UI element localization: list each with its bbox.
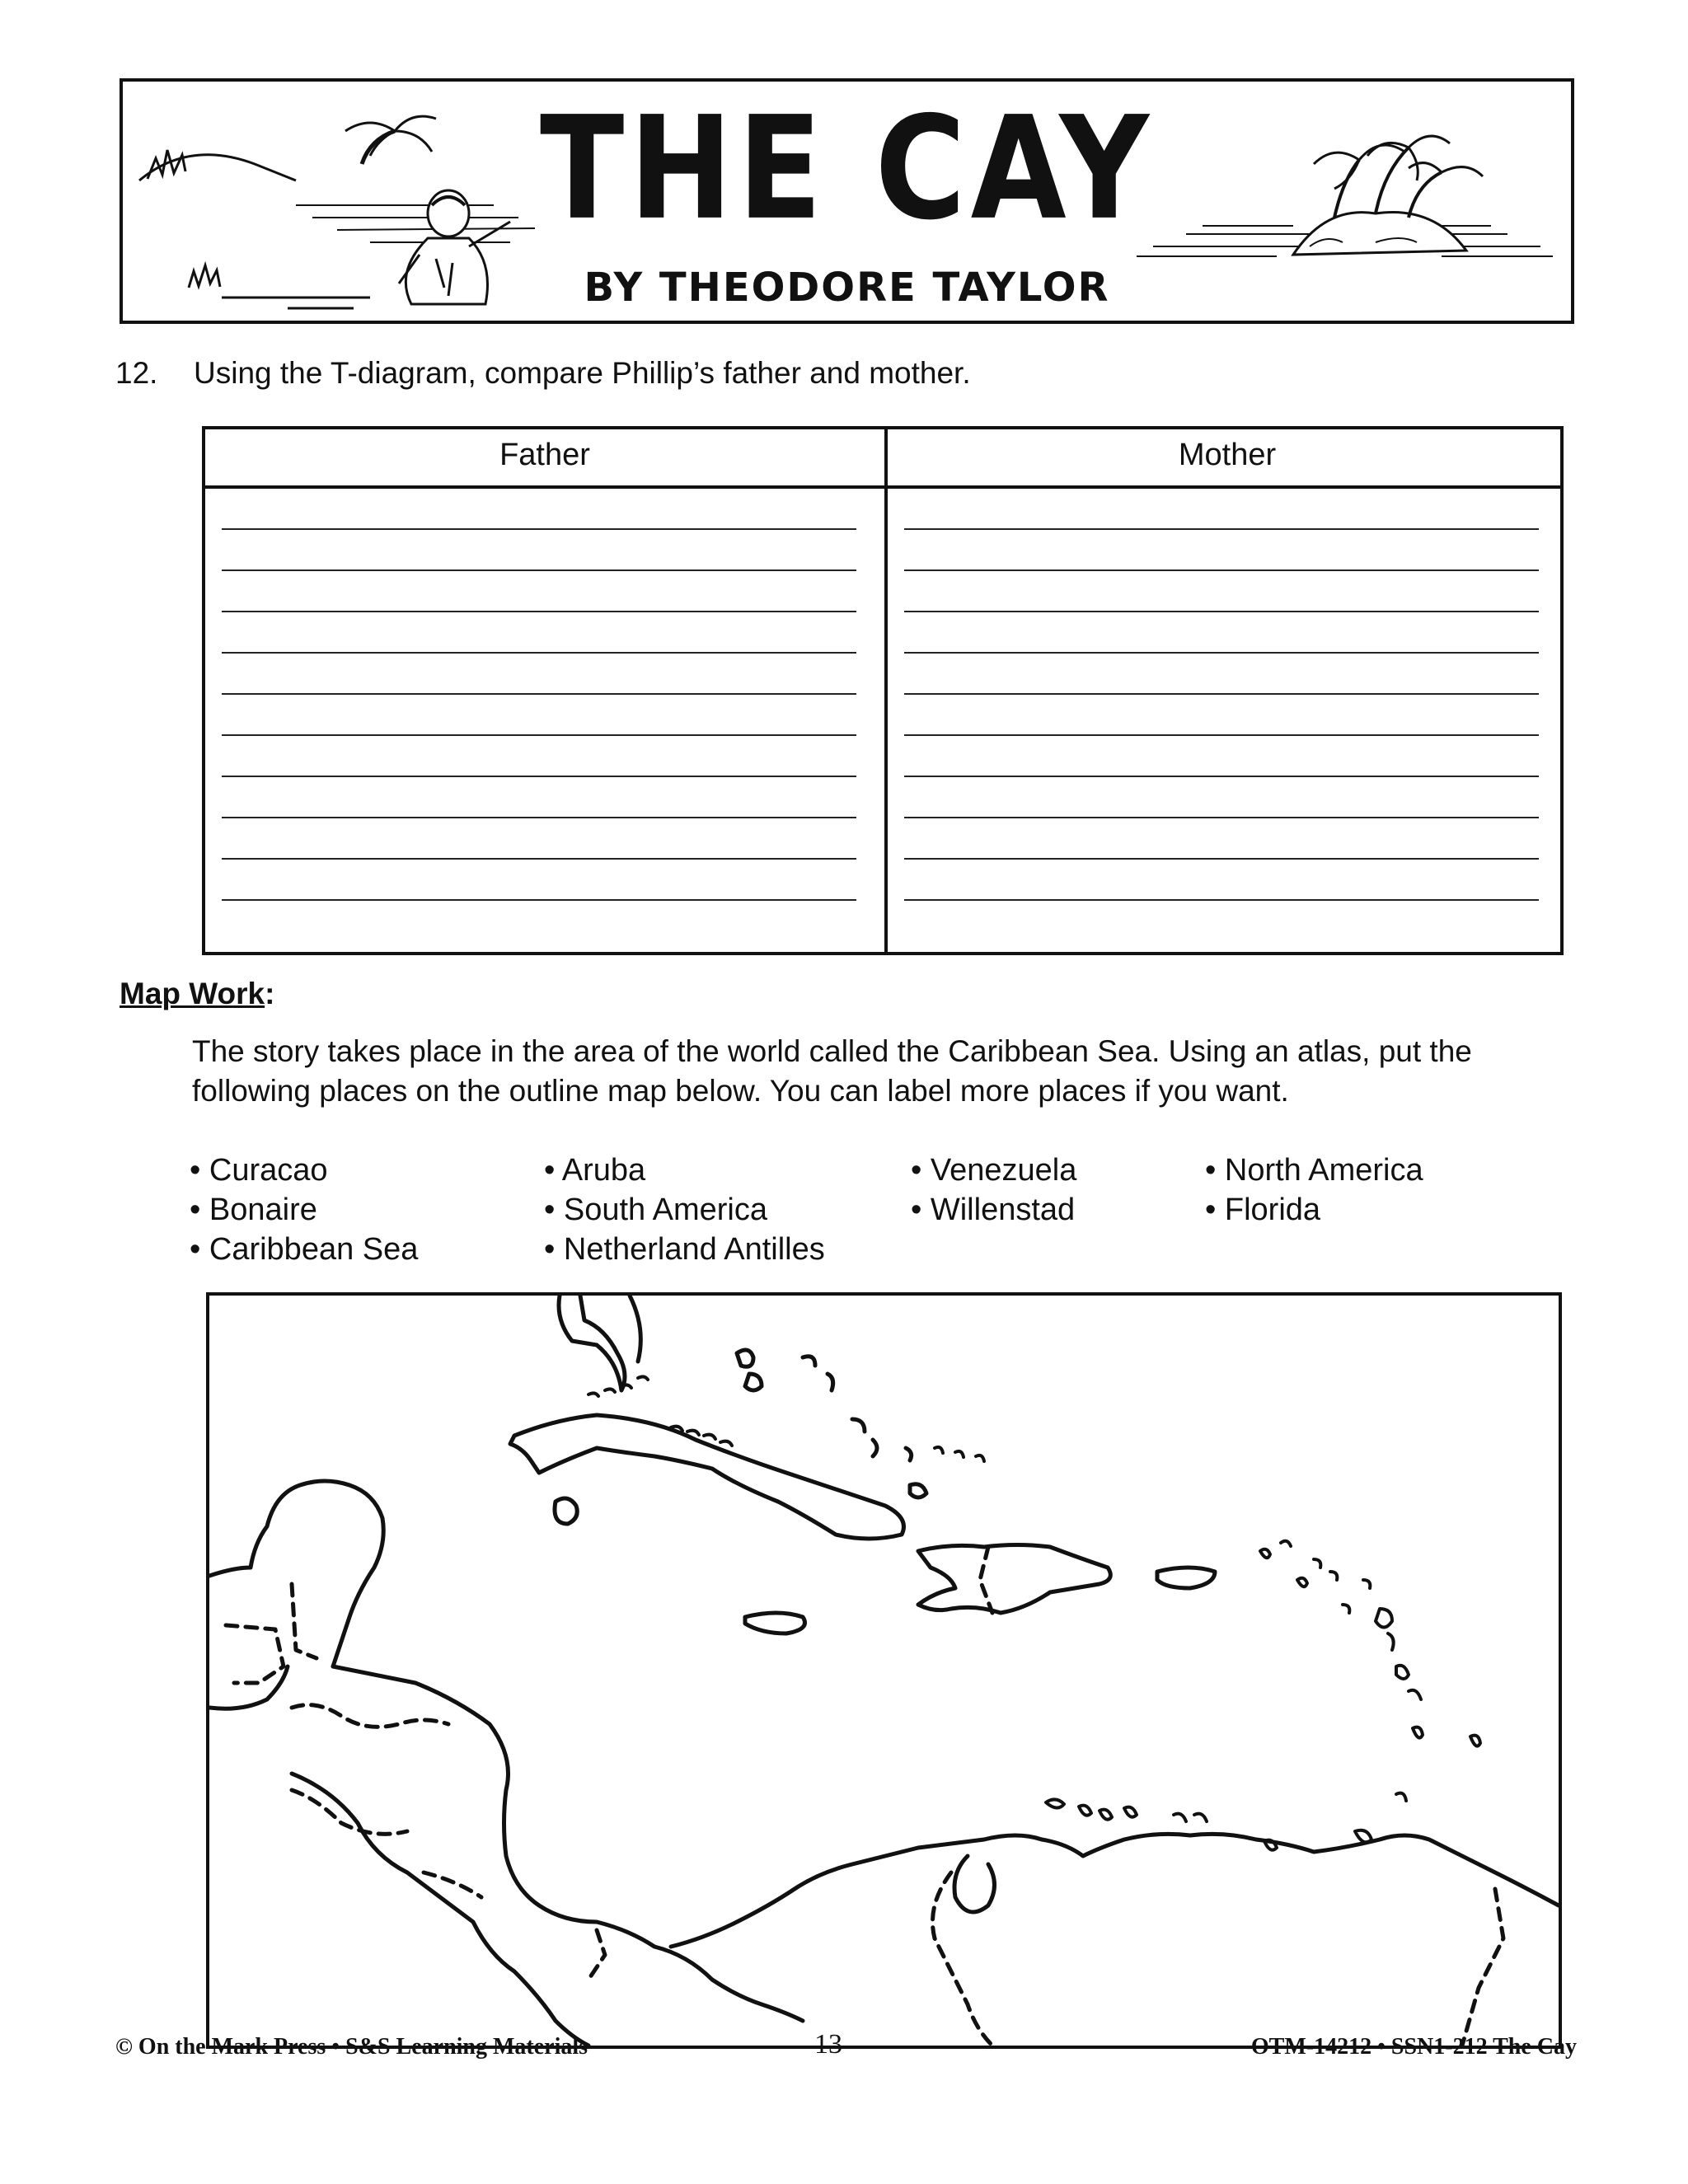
hispaniola-outline [918, 1545, 1110, 1614]
writing-line[interactable] [222, 654, 856, 695]
map-work-heading-colon: : [265, 977, 275, 1010]
writing-line[interactable] [222, 777, 856, 818]
guatemala-border [226, 1625, 284, 1683]
writing-line[interactable] [222, 530, 856, 571]
venezuela-guyana-border [1462, 1889, 1503, 2046]
list-item: • Curacao [190, 1151, 418, 1190]
t-diagram-vertical-divider [884, 429, 888, 952]
haiti-dr-border [980, 1547, 992, 1613]
list-item: • Venezuela [911, 1151, 1076, 1190]
page-number: 13 [814, 2029, 842, 2060]
t-diagram [202, 426, 1564, 955]
list-item: • Bonaire [190, 1190, 418, 1230]
writing-line[interactable] [904, 736, 1539, 777]
mother-writing-lines[interactable] [904, 489, 1539, 901]
question-12 [115, 356, 971, 391]
writing-line[interactable] [904, 695, 1539, 736]
central-america-coast [333, 1666, 803, 2021]
writing-line[interactable] [904, 530, 1539, 571]
place-list-column-3 [911, 1151, 1076, 1230]
place-list-column-2 [544, 1151, 825, 1269]
list-item: • South America [544, 1190, 825, 1230]
writing-line[interactable] [222, 489, 856, 530]
question-number: 12. [115, 356, 158, 390]
map-work-heading [120, 977, 274, 1011]
writing-line[interactable] [222, 818, 856, 860]
puerto-rico-outline [1157, 1568, 1215, 1588]
isle-of-youth-outline [555, 1498, 577, 1524]
writing-line[interactable] [904, 571, 1539, 612]
colombia-venezuela-border [933, 1872, 993, 2046]
writing-line[interactable] [222, 571, 856, 612]
mother-heading: Mother [1178, 438, 1277, 472]
lake-maracaibo [954, 1856, 995, 1912]
list-item: • North America [1205, 1151, 1423, 1190]
map-work-instructions: The story takes place in the area of the world called the Caribbean Sea. Using an atlas, put the following places on the outline map below. You can label more places if you want. [192, 1034, 1472, 1108]
map-outline-drawing [209, 1296, 1559, 2046]
writing-line[interactable] [904, 612, 1539, 654]
panama-border [588, 1930, 605, 1980]
writing-line[interactable] [222, 860, 856, 901]
list-item: • Netherland Antilles [544, 1230, 825, 1269]
bahamas-small-islands [588, 1376, 984, 1461]
writing-line[interactable] [904, 654, 1539, 695]
honduras-border [292, 1705, 448, 1727]
caribbean-outline-map[interactable] [206, 1292, 1562, 2049]
south-america-coast [671, 1834, 1559, 1947]
title-banner [120, 78, 1574, 324]
abc-islands [1046, 1799, 1277, 1849]
writing-line[interactable] [904, 777, 1539, 818]
list-item: • Willenstad [911, 1190, 1076, 1230]
yucatan-outline [209, 1481, 383, 1666]
belize-border [292, 1584, 316, 1658]
writing-line[interactable] [222, 695, 856, 736]
banner-byline: BY THEODORE TAYLOR [584, 265, 1110, 311]
list-item: • Caribbean Sea [190, 1230, 418, 1269]
list-item: • Florida [1205, 1190, 1423, 1230]
writing-line[interactable] [222, 612, 856, 654]
place-list-column-4 [1205, 1151, 1423, 1230]
footer-copyright: © On the Mark Press • S&S Learning Materials [115, 2034, 588, 2060]
question-text: Using the T-diagram, compare Phillip’s father and mother. [194, 356, 971, 390]
father-writing-lines[interactable] [222, 489, 856, 901]
place-list-column-1 [190, 1151, 418, 1269]
footer-product-code: OTM-14212 • SSN1-212 The Cay [1250, 2034, 1577, 2060]
writing-line[interactable] [904, 818, 1539, 860]
writing-line[interactable] [904, 489, 1539, 530]
list-item: • Aruba [544, 1151, 825, 1190]
jamaica-outline [745, 1613, 805, 1633]
florida-outline [559, 1296, 625, 1390]
florida-keys [630, 1296, 640, 1361]
bahamas-islands [737, 1350, 926, 1497]
father-heading: Father [499, 438, 590, 472]
map-work-heading-text: Map Work [120, 977, 265, 1010]
writing-line[interactable] [904, 860, 1539, 901]
writing-line[interactable] [222, 736, 856, 777]
banner-title: THE CAY [540, 87, 1154, 252]
lesser-antilles [1260, 1541, 1480, 1843]
